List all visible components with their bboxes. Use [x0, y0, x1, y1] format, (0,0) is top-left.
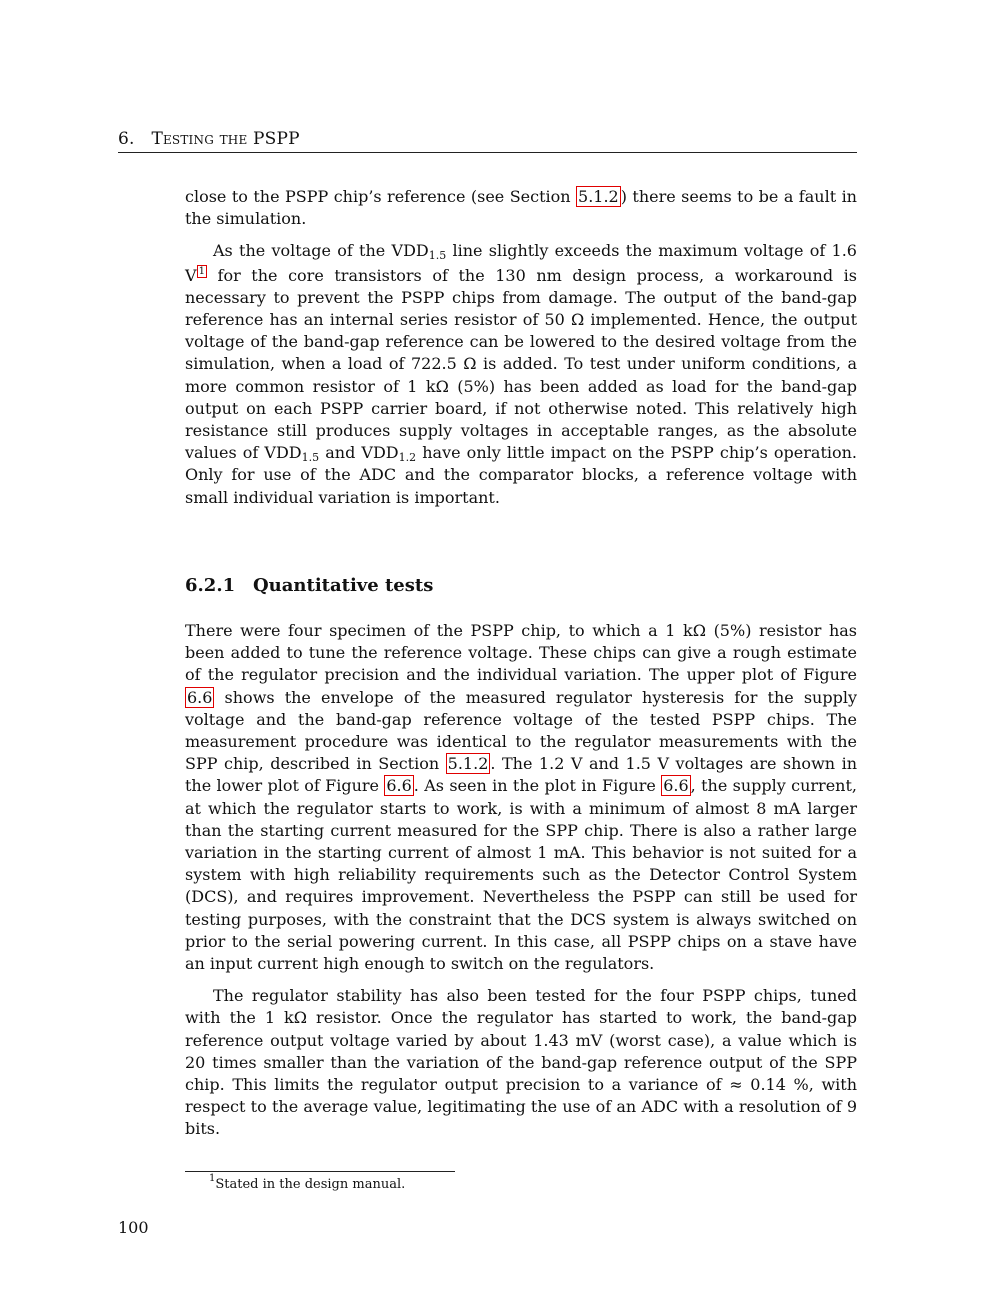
section-number: 6.2.1: [185, 575, 236, 596]
page-number: 100: [118, 1218, 149, 1237]
footnote-rule: [185, 1171, 455, 1172]
chapter-number: 6.: [118, 129, 135, 149]
section-link[interactable]: 5.1.2: [447, 754, 489, 774]
body-text-top: [185, 186, 857, 519]
figure-link[interactable]: 6.6: [663, 776, 689, 796]
footnote: [209, 1173, 406, 1194]
section-heading: [185, 574, 857, 598]
body-text-bottom: [185, 620, 857, 1151]
footnote-text: Stated in the design manual.: [215, 1177, 406, 1192]
section-title: Quantitative tests: [253, 575, 434, 596]
paragraph-1: close to the PSPP chip’s reference (see Section 5.1.2 ) there seems to be a fault in the simulation.: [185, 187, 857, 229]
section-link[interactable]: 5.1.2: [578, 187, 619, 206]
footnote-link[interactable]: 1: [198, 265, 205, 277]
chapter-title: Testing the PSPP: [151, 129, 300, 149]
paragraph-3: There were four specimen of the PSPP chip, to which a 1 kΩ (5%) resistor has been added to tune the reference voltage. These chips can give a rough estimate of the regulator precision and the individual variation. The upper plot of Figure 6.6 shows the envelope of the measured regulator hysteresis for the supply voltage and the band-gap reference voltage of the tested PSPP chips. The measurement procedure was identical to the regulator measurements with the SPP chip, described in Section 5.1.2 . The 1.2 V and 1.5 V voltages are shown in the lower plot of Figure 6.6 . As seen in the plot in Figure 6.6 , the supply current, at which the regulator starts to work, is with a minimum of almost 8 mA larger than the starting current measured for the SPP chip. There is also a rather large variation in the starting current of almost 1 mA. This behavior is not suited for a system with high reliability requirements such as the Detector Control System (DCS), and requires improvement. Nevertheless the PSPP can still be used for testing purposes, with the constraint that the DCS system is always switched on prior to the serial powering current. In this case, all PSPP chips on a stave have an input current high enough to switch on the regulators.: [185, 621, 857, 974]
paragraph-2: As the voltage of the $VDD_{1.5}$ line slightly exceeds the maximum voltage of 1.6 V $^1$ for the core transistors of the 130 nm design process, a workaround is necessary to prevent the PSPP chips from damage. The output of the band-gap reference has an internal series resistor of 50 Ω implemented. Hence, the output voltage of the band-gap reference can be lowered to the desired voltage from the simulation, when a load of 722.5 Ω is added. To test under uniform conditions, a more common resistor of 1 kΩ (5%) has been added as load for the band-gap output on each PSPP carrier board, if not otherwise noted. This relatively high resistance still produces supply voltages in acceptable ranges, as the absolute values of $VDD_{1.5}$ and $VDD_{1.2}$ have only little impact on the PSPP chip’s operation. Only for use of the ADC and the comparator blocks, a reference voltage with small individual variation is important.: [185, 241, 858, 507]
figure-link[interactable]: 6.6: [386, 776, 412, 796]
figure-link[interactable]: 6.6: [187, 687, 213, 707]
paragraph-4: The regulator stability has also been tested for the four PSPP chips, tuned with the 1 kΩ resistor. Once the regulator has started to work, the band-gap reference output voltage varied by about 1.43 mV (worst case), a value which is 20 times smaller than the variation of the band-gap reference output of the SPP chip. This limits the regulator output precision to a variance of ≈ 0.14 %, with respect to the average value, legitimating the use of an ADC with a resolution of 9 bits.: [185, 986, 857, 1139]
footnote-mark: 1: [209, 1173, 216, 1184]
running-header: [118, 129, 857, 153]
